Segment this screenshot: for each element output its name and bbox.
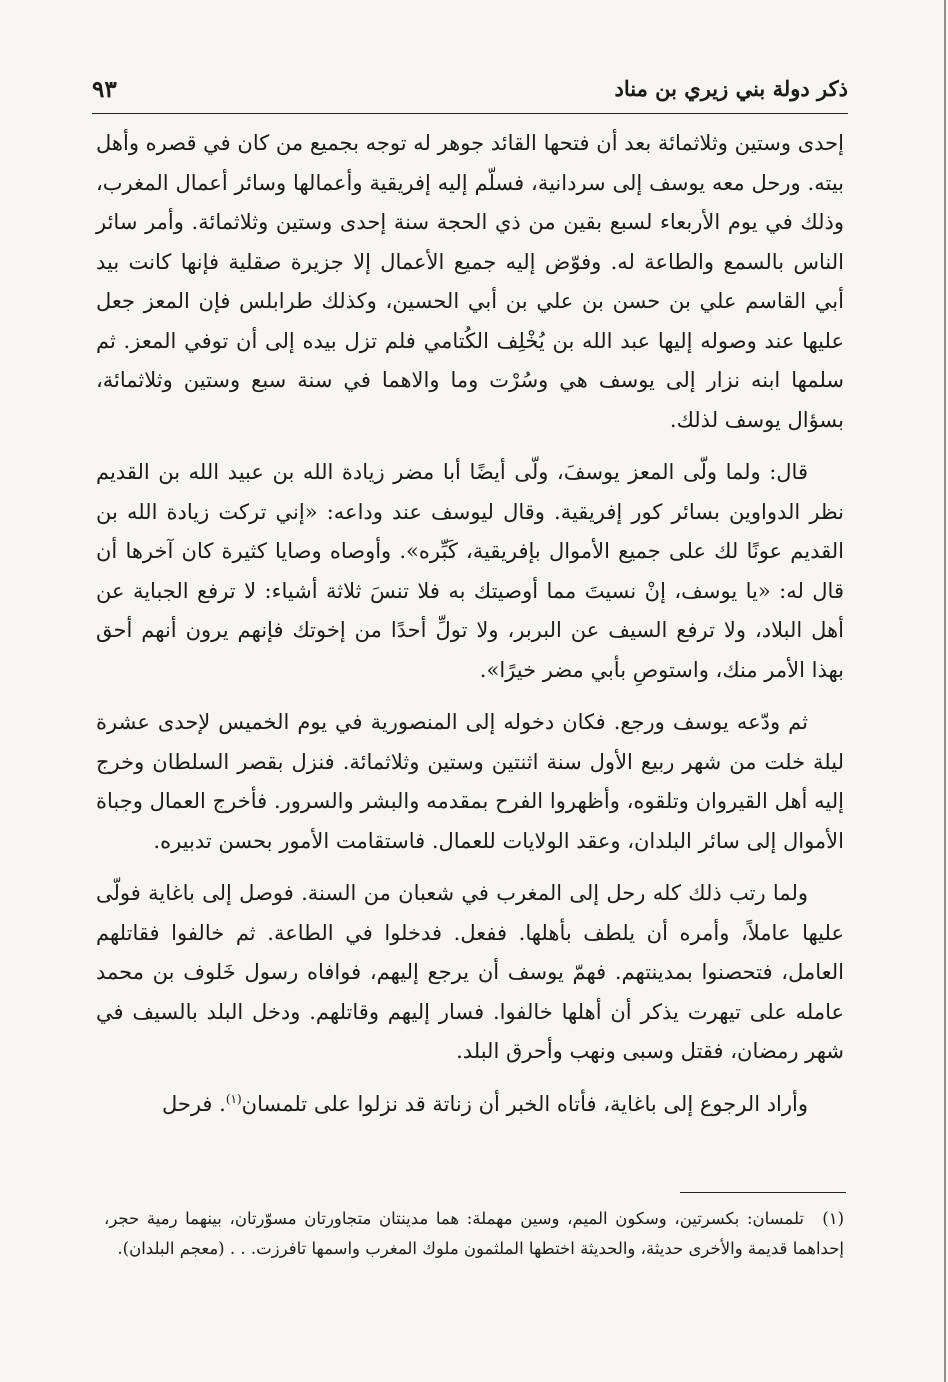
paragraph: إحدى وستين وثلاثمائة بعد أن فتحها القائد جوهر له توجه بجميع من كان في قصره وأهل بيته. ورحل معه يوسف إلى سردانية، فسلّم إليه إفريقية وأعمالها وسائر أعمال المغرب، وذلك في يوم الأربعاء لسبع بقين من ذي الحجة سنة إحدى وستين وثلاثمائة. وأمر سائر الناس بالسمع والطاعة له. وفوّض إليه جميع الأعمال إلا جزيرة صقلية فإنها كانت بيد أبي القاسم علي بن حسن بن علي بن أبي الحسين، وكذلك طرابلس فإن المعز جعل عليها عند وصوله إليها عبد الله بن يُخْلِف الكُتامي فلم تزل بيده إلى أن توفي المعز. ثم سلمها ابنه نزار إلى يوسف هي وسُرْت وما والاهما في سنة سبع وستين وثلاثمائة، بسؤال يوسف لذلك. bbox=[96, 131, 844, 432]
footnote-text: تلمسان: بكسرتين، وسكون الميم، وسين مهملة: هما مدينتان متجاورتان مسوّرتان، بينهما رمية حجر، إحداهما قديمة والأخرى حديثة، والحديثة اختطها الملثمون ملوك المغرب واسمها تافرزت. . . (معجم البلدان). bbox=[104, 1209, 844, 1258]
footnote-mark: (١) bbox=[822, 1209, 844, 1228]
running-title: ذكر دولة بني زيري بن مناد bbox=[614, 76, 848, 101]
paragraph: قال: ولما ولّى المعز يوسفَ، ولّى أيضًا أبا مضر زيادة الله بن عبيد الله بن القديم نظر الدواوين بسائر كور إفريقية. وقال ليوسف عند وداعه: «إني تركت زيادة الله بن القديم عونًا لك على جميع الأموال بإفريقية، كَبِّره». وأوصاه وصايا كثيرة كان آخرها أن قال له: «يا يوسف، إنْ نسيتَ مما أوصيتك به فلا تنسَ ثلاثة أشياء: لا ترفع الجباية عن أهل البلاد، ولا ترفع السيف عن البربر، ولا تولِّ أحدًا من إخوتك فإنهم يرون أنهم أحق بهذا الأمر منك، واستوصِ بأبي مضر خيرًا». bbox=[96, 460, 844, 682]
footnotes bbox=[104, 1204, 844, 1264]
paragraph: ولما رتب ذلك كله رحل إلى المغرب في شعبان من السنة. فوصل إلى باغاية فولّى عليها عاملاً، وأمره أن يلطف بأهلها. ففعل. فدخلوا في الطاعة. ثم خالفوا فقاتلهم العامل، فتحصنوا بمدينتهم. فهمّ يوسف أن يرجع إليهم، فوافاه رسول خَلوف بن محمد عامله على تيهرت يذكر أن أهلها خالفوا. فسار إليهم وقاتلهم. ودخل البلد بالسيف في شهر رمضان، فقتل وسبى ونهب وأحرق البلد. bbox=[96, 881, 844, 1063]
paragraph: ثم ودّعه يوسف ورجع. فكان دخوله إلى المنصورية في يوم الخميس لإحدى عشرة ليلة خلت من شهر ربيع الأول سنة اثنتين وستين وثلاثمائة. فنزل بقصر السلطان وخرج إليه أهل القيروان وتلقوه، وأظهروا الفرح بمقدمه والبشر والسرور. فأخرج العمال وجباة الأموال إلى سائر البلدان، وعقد الولايات للعمال. فاستقامت الأمور بحسن تدبيره. bbox=[96, 710, 844, 853]
paragraph-text: وأراد الرجوع إلى باغاية، فأتاه الخبر أن زناتة قد نزلوا على تلمسان bbox=[241, 1091, 808, 1116]
page-number: ٩٣ bbox=[92, 76, 117, 103]
footnote-reference[interactable]: (١) bbox=[225, 1091, 242, 1106]
paragraph-text: . فرحل bbox=[161, 1091, 226, 1116]
footnote bbox=[104, 1204, 844, 1264]
body-text bbox=[96, 124, 844, 1137]
header-rule bbox=[92, 113, 848, 114]
page-edge bbox=[944, 0, 946, 1382]
paragraph bbox=[96, 1085, 844, 1125]
page-header bbox=[92, 74, 848, 114]
footnote-rule bbox=[680, 1192, 846, 1193]
